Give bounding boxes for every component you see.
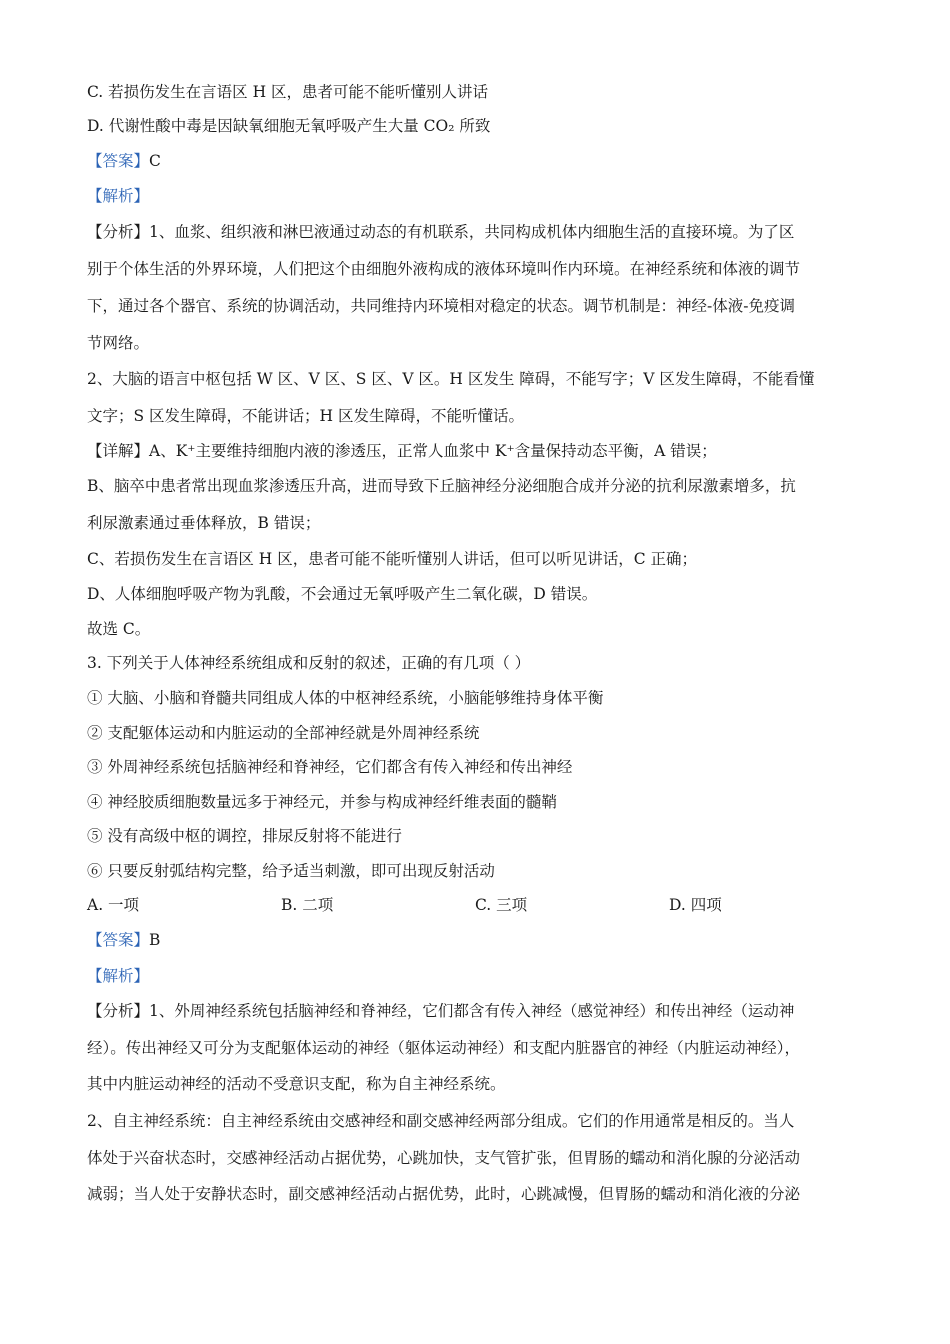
q2-analysis-line xyxy=(87,221,794,243)
answer-value: C xyxy=(149,152,161,170)
q3-statement: ② 支配躯体运动和内脏运动的全部神经就是外周神经系统 xyxy=(87,724,480,742)
q3-option-d: D. 四项 xyxy=(669,896,722,914)
q2-detail-line: 利尿激素通过垂体释放，B 错误； xyxy=(87,514,321,532)
q3-statement: ⑤ 没有高级中枢的调控，排尿反射将不能进行 xyxy=(87,827,402,845)
q3-analysis-line: 经）。传出神经又可分为支配躯体运动的神经（躯体运动神经）和支配内脏器官的神经（内脏运动神经）， xyxy=(87,1039,801,1057)
q2-analysis-line: 节网络。 xyxy=(87,334,150,352)
analysis-tag: 【分析】 xyxy=(87,223,150,241)
q2-answer xyxy=(87,150,161,172)
q2-analysis-line: 2、大脑的语言中枢包括 W 区、V 区、S 区、V 区。H 区发生 障碍，不能写字；V 区发生障碍，不能看懂 xyxy=(87,370,815,388)
q2-analysis-line: 下，通过各个器官、系统的协调活动，共同维持内环境相对稳定的状态。调节机制是：神经-体液-免疫调 xyxy=(87,297,795,315)
q3-answer xyxy=(87,929,160,951)
analysis-text: 1、血浆、组织液和淋巴液通过动态的有机联系，共同构成机体内细胞生活的直接环境。为了区 xyxy=(149,223,795,241)
q3-statement: ① 大脑、小脑和脊髓共同组成人体的中枢神经系统，小脑能够维持身体平衡 xyxy=(87,689,604,707)
q2-detail-line: C、若损伤发生在言语区 H 区，患者可能不能听懂别人讲话，但可以听见讲话，C 正确； xyxy=(87,550,698,568)
q2-detail-line: 故选 C。 xyxy=(87,620,151,638)
q3-analysis-line xyxy=(87,1000,794,1022)
analysis-tag: 【分析】 xyxy=(87,1002,150,1020)
detail-text: A、K⁺主要维持细胞内液的渗透压，正常人血浆中 K⁺含量保持动态平衡，A 错误； xyxy=(149,442,717,460)
q3-analysis-line: 减弱；当人处于安静状态时，副交感神经活动占据优势，此时，心跳减慢，但胃肠的蠕动和消化液的分泌 xyxy=(87,1185,801,1203)
q2-analysis-line: 文字；S 区发生障碍，不能讲话；H 区发生障碍，不能听懂话。 xyxy=(87,407,524,425)
q2-detail-line: B、脑卒中患者常出现血浆渗透压升高，进而导致下丘脑神经分泌细胞合成并分泌的抗利尿激素增多，抗 xyxy=(87,477,796,495)
q3-statement: ⑥ 只要反射弧结构完整，给予适当刺激，即可出现反射活动 xyxy=(87,862,495,880)
answer-label: 【答案】 xyxy=(87,931,150,949)
q2-detail-line: D、人体细胞呼吸产物为乳酸，不会通过无氧呼吸产生二氧化碳，D 错误。 xyxy=(87,585,598,603)
q3-analysis-line: 2、自主神经系统：自主神经系统由交感神经和副交感神经两部分组成。它们的作用通常是相反的。当人 xyxy=(87,1112,795,1130)
q3-analysis-line: 其中内脏运动神经的活动不受意识支配，称为自主神经系统。 xyxy=(87,1075,506,1093)
q2-option-c: C. 若损伤发生在言语区 H 区，患者可能不能听懂别人讲话 xyxy=(87,83,489,101)
q2-analysis-label: 【解析】 xyxy=(87,187,150,205)
q3-analysis-line: 体处于兴奋状态时，交感神经活动占据优势，心跳加快，支气管扩张，但胃肠的蠕动和消化腺的分泌活动 xyxy=(87,1149,801,1167)
detail-tag: 【详解】 xyxy=(87,442,150,460)
answer-value: B xyxy=(149,931,161,949)
q2-analysis-line: 别于个体生活的外界环境，人们把这个由细胞外液构成的液体环境叫作内环境。在神经系统和体液的调节 xyxy=(87,260,801,278)
q3-stem: 3. 下列关于人体神经系统组成和反射的叙述，正确的有几项（ ） xyxy=(87,654,531,672)
q2-option-d: D. 代谢性酸中毒是因缺氧细胞无氧呼吸产生大量 CO₂ 所致 xyxy=(87,117,491,135)
q3-statement: ③ 外周神经系统包括脑神经和脊神经，它们都含有传入神经和传出神经 xyxy=(87,758,573,776)
q3-option-a: A. 一项 xyxy=(87,896,140,914)
q3-statement: ④ 神经胶质细胞数量远多于神经元，并参与构成神经纤维表面的髓鞘 xyxy=(87,793,557,811)
analysis-text: 1、外周神经系统包括脑神经和脊神经，它们都含有传入神经（感觉神经）和传出神经（运动神 xyxy=(149,1002,795,1020)
q3-option-b: B. 二项 xyxy=(281,896,334,914)
q2-detail-line xyxy=(87,440,717,462)
q3-analysis-label: 【解析】 xyxy=(87,967,150,985)
answer-label: 【答案】 xyxy=(87,152,150,170)
q3-option-c: C. 三项 xyxy=(475,896,528,914)
